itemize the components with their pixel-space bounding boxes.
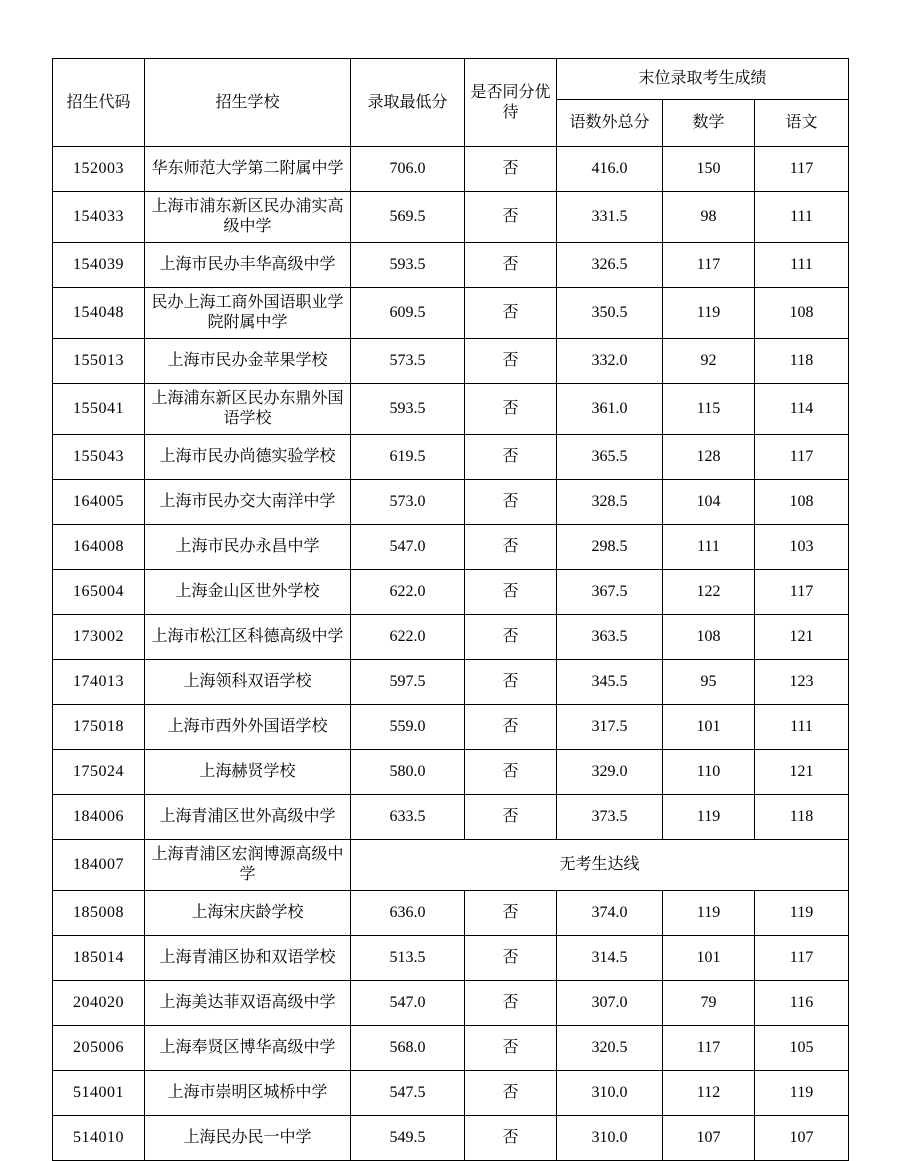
cell-min-score: 597.5 xyxy=(351,660,465,705)
header-last-admitted-group: 末位录取考生成绩 xyxy=(557,59,849,100)
cell-school-name: 上海领科双语学校 xyxy=(145,660,351,705)
cell-school-name: 上海青浦区宏润博源高级中学 xyxy=(145,840,351,891)
cell-admission-code: 154039 xyxy=(53,243,145,288)
cell-total-score: 326.5 xyxy=(557,243,663,288)
cell-admission-code: 175018 xyxy=(53,705,145,750)
cell-math-score: 111 xyxy=(663,525,755,570)
cell-admission-code: 155041 xyxy=(53,384,145,435)
cell-tie-priority: 否 xyxy=(465,705,557,750)
cell-tie-priority: 否 xyxy=(465,750,557,795)
cell-min-score: 622.0 xyxy=(351,570,465,615)
cell-min-score: 569.5 xyxy=(351,192,465,243)
header-row-1 xyxy=(53,59,849,100)
table-row xyxy=(53,288,849,339)
cell-math-score: 104 xyxy=(663,480,755,525)
cell-tie-priority: 否 xyxy=(465,795,557,840)
cell-admission-code: 165004 xyxy=(53,570,145,615)
cell-min-score: 559.0 xyxy=(351,705,465,750)
table-row xyxy=(53,192,849,243)
cell-chinese-score: 121 xyxy=(755,750,849,795)
cell-chinese-score: 123 xyxy=(755,660,849,705)
cell-admission-code: 185008 xyxy=(53,891,145,936)
cell-school-name: 上海市民办金苹果学校 xyxy=(145,339,351,384)
cell-admission-code: 514001 xyxy=(53,1071,145,1116)
cell-math-score: 119 xyxy=(663,891,755,936)
cell-total-score: 350.5 xyxy=(557,288,663,339)
cell-math-score: 115 xyxy=(663,384,755,435)
cell-admission-code: 152003 xyxy=(53,147,145,192)
cell-school-name: 上海青浦区世外高级中学 xyxy=(145,795,351,840)
admission-score-table xyxy=(52,58,849,1161)
cell-admission-code: 185014 xyxy=(53,936,145,981)
cell-total-score: 332.0 xyxy=(557,339,663,384)
table-row xyxy=(53,384,849,435)
cell-min-score: 706.0 xyxy=(351,147,465,192)
cell-chinese-score: 121 xyxy=(755,615,849,660)
header-tie-priority: 是否同分优待 xyxy=(465,59,557,147)
cell-tie-priority: 否 xyxy=(465,936,557,981)
cell-tie-priority: 否 xyxy=(465,981,557,1026)
table-row xyxy=(53,435,849,480)
cell-total-score: 314.5 xyxy=(557,936,663,981)
cell-chinese-score: 111 xyxy=(755,705,849,750)
cell-tie-priority: 否 xyxy=(465,615,557,660)
cell-school-name: 上海美达菲双语高级中学 xyxy=(145,981,351,1026)
header-min-score: 录取最低分 xyxy=(351,59,465,147)
cell-tie-priority: 否 xyxy=(465,243,557,288)
header-total-score: 语数外总分 xyxy=(557,100,663,147)
cell-total-score: 307.0 xyxy=(557,981,663,1026)
cell-tie-priority: 否 xyxy=(465,147,557,192)
cell-chinese-score: 119 xyxy=(755,891,849,936)
cell-chinese-score: 117 xyxy=(755,435,849,480)
header-admission-code: 招生代码 xyxy=(53,59,145,147)
table-row xyxy=(53,339,849,384)
cell-total-score: 310.0 xyxy=(557,1116,663,1161)
table-row xyxy=(53,981,849,1026)
cell-chinese-score: 117 xyxy=(755,570,849,615)
cell-min-score: 593.5 xyxy=(351,243,465,288)
cell-admission-code: 205006 xyxy=(53,1026,145,1071)
cell-tie-priority: 否 xyxy=(465,1071,557,1116)
cell-chinese-score: 117 xyxy=(755,147,849,192)
cell-school-name: 上海市民办交大南洋中学 xyxy=(145,480,351,525)
cell-math-score: 79 xyxy=(663,981,755,1026)
cell-chinese-score: 105 xyxy=(755,1026,849,1071)
cell-admission-code: 154033 xyxy=(53,192,145,243)
cell-tie-priority: 否 xyxy=(465,570,557,615)
cell-tie-priority: 否 xyxy=(465,435,557,480)
cell-school-name: 上海浦东新区民办东鼎外国语学校 xyxy=(145,384,351,435)
cell-chinese-score: 111 xyxy=(755,192,849,243)
cell-min-score: 549.5 xyxy=(351,1116,465,1161)
cell-tie-priority: 否 xyxy=(465,891,557,936)
cell-school-name: 上海市浦东新区民办浦实高级中学 xyxy=(145,192,351,243)
cell-chinese-score: 108 xyxy=(755,480,849,525)
table-row xyxy=(53,936,849,981)
cell-school-name: 上海市松江区科德高级中学 xyxy=(145,615,351,660)
table-row xyxy=(53,705,849,750)
cell-math-score: 119 xyxy=(663,288,755,339)
cell-admission-code: 155043 xyxy=(53,435,145,480)
header-math-score: 数学 xyxy=(663,100,755,147)
cell-total-score: 416.0 xyxy=(557,147,663,192)
cell-tie-priority: 否 xyxy=(465,1026,557,1071)
cell-total-score: 331.5 xyxy=(557,192,663,243)
cell-min-score: 547.0 xyxy=(351,525,465,570)
cell-school-name: 上海市民办丰华高级中学 xyxy=(145,243,351,288)
cell-admission-code: 184007 xyxy=(53,840,145,891)
cell-math-score: 92 xyxy=(663,339,755,384)
table-row xyxy=(53,1026,849,1071)
cell-school-name: 华东师范大学第二附属中学 xyxy=(145,147,351,192)
cell-total-score: 329.0 xyxy=(557,750,663,795)
cell-chinese-score: 103 xyxy=(755,525,849,570)
cell-chinese-score: 119 xyxy=(755,1071,849,1116)
cell-chinese-score: 116 xyxy=(755,981,849,1026)
cell-min-score: 619.5 xyxy=(351,435,465,480)
cell-total-score: 345.5 xyxy=(557,660,663,705)
cell-total-score: 310.0 xyxy=(557,1071,663,1116)
cell-tie-priority: 否 xyxy=(465,288,557,339)
cell-math-score: 122 xyxy=(663,570,755,615)
cell-school-name: 上海市民办永昌中学 xyxy=(145,525,351,570)
cell-min-score: 636.0 xyxy=(351,891,465,936)
table-body xyxy=(53,147,849,1161)
cell-total-score: 373.5 xyxy=(557,795,663,840)
table-row xyxy=(53,525,849,570)
cell-school-name: 民办上海工商外国语职业学院附属中学 xyxy=(145,288,351,339)
cell-school-name: 上海民办民一中学 xyxy=(145,1116,351,1161)
cell-min-score: 547.5 xyxy=(351,1071,465,1116)
table-row xyxy=(53,570,849,615)
table-row xyxy=(53,750,849,795)
cell-math-score: 107 xyxy=(663,1116,755,1161)
cell-min-score: 568.0 xyxy=(351,1026,465,1071)
table-row xyxy=(53,891,849,936)
cell-admission-code: 175024 xyxy=(53,750,145,795)
cell-min-score: 580.0 xyxy=(351,750,465,795)
cell-chinese-score: 108 xyxy=(755,288,849,339)
table-row xyxy=(53,1071,849,1116)
header-school-name: 招生学校 xyxy=(145,59,351,147)
cell-total-score: 320.5 xyxy=(557,1026,663,1071)
cell-tie-priority: 否 xyxy=(465,660,557,705)
cell-school-name: 上海青浦区协和双语学校 xyxy=(145,936,351,981)
cell-chinese-score: 107 xyxy=(755,1116,849,1161)
table-row xyxy=(53,1116,849,1161)
cell-min-score: 633.5 xyxy=(351,795,465,840)
cell-school-name: 上海市西外外国语学校 xyxy=(145,705,351,750)
table-row xyxy=(53,480,849,525)
cell-math-score: 101 xyxy=(663,936,755,981)
cell-chinese-score: 111 xyxy=(755,243,849,288)
cell-min-score: 513.5 xyxy=(351,936,465,981)
cell-math-score: 128 xyxy=(663,435,755,480)
cell-total-score: 374.0 xyxy=(557,891,663,936)
cell-no-qualified-candidates: 无考生达线 xyxy=(351,840,849,891)
cell-math-score: 112 xyxy=(663,1071,755,1116)
cell-chinese-score: 118 xyxy=(755,339,849,384)
cell-school-name: 上海市民办尚德实验学校 xyxy=(145,435,351,480)
cell-tie-priority: 否 xyxy=(465,1116,557,1161)
table-row xyxy=(53,795,849,840)
cell-tie-priority: 否 xyxy=(465,339,557,384)
cell-admission-code: 184006 xyxy=(53,795,145,840)
cell-admission-code: 155013 xyxy=(53,339,145,384)
cell-math-score: 117 xyxy=(663,243,755,288)
cell-math-score: 98 xyxy=(663,192,755,243)
cell-math-score: 117 xyxy=(663,1026,755,1071)
cell-min-score: 609.5 xyxy=(351,288,465,339)
table-row xyxy=(53,660,849,705)
cell-min-score: 593.5 xyxy=(351,384,465,435)
cell-admission-code: 154048 xyxy=(53,288,145,339)
cell-admission-code: 164008 xyxy=(53,525,145,570)
cell-school-name: 上海赫贤学校 xyxy=(145,750,351,795)
cell-admission-code: 204020 xyxy=(53,981,145,1026)
cell-min-score: 573.5 xyxy=(351,339,465,384)
cell-tie-priority: 否 xyxy=(465,525,557,570)
cell-admission-code: 174013 xyxy=(53,660,145,705)
cell-total-score: 298.5 xyxy=(557,525,663,570)
cell-total-score: 317.5 xyxy=(557,705,663,750)
cell-math-score: 119 xyxy=(663,795,755,840)
cell-chinese-score: 117 xyxy=(755,936,849,981)
cell-school-name: 上海宋庆龄学校 xyxy=(145,891,351,936)
cell-math-score: 95 xyxy=(663,660,755,705)
table-row xyxy=(53,840,849,891)
cell-admission-code: 173002 xyxy=(53,615,145,660)
cell-tie-priority: 否 xyxy=(465,384,557,435)
table-row xyxy=(53,147,849,192)
cell-chinese-score: 118 xyxy=(755,795,849,840)
cell-math-score: 150 xyxy=(663,147,755,192)
table-header xyxy=(53,59,849,147)
cell-min-score: 573.0 xyxy=(351,480,465,525)
cell-school-name: 上海奉贤区博华高级中学 xyxy=(145,1026,351,1071)
cell-total-score: 367.5 xyxy=(557,570,663,615)
cell-min-score: 547.0 xyxy=(351,981,465,1026)
table-row xyxy=(53,615,849,660)
cell-admission-code: 514010 xyxy=(53,1116,145,1161)
cell-tie-priority: 否 xyxy=(465,192,557,243)
header-chinese-score: 语文 xyxy=(755,100,849,147)
cell-total-score: 361.0 xyxy=(557,384,663,435)
cell-chinese-score: 114 xyxy=(755,384,849,435)
cell-total-score: 328.5 xyxy=(557,480,663,525)
cell-admission-code: 164005 xyxy=(53,480,145,525)
table-row xyxy=(53,243,849,288)
cell-school-name: 上海市崇明区城桥中学 xyxy=(145,1071,351,1116)
cell-math-score: 110 xyxy=(663,750,755,795)
cell-min-score: 622.0 xyxy=(351,615,465,660)
cell-math-score: 108 xyxy=(663,615,755,660)
cell-math-score: 101 xyxy=(663,705,755,750)
cell-school-name: 上海金山区世外学校 xyxy=(145,570,351,615)
cell-tie-priority: 否 xyxy=(465,480,557,525)
cell-total-score: 365.5 xyxy=(557,435,663,480)
cell-total-score: 363.5 xyxy=(557,615,663,660)
